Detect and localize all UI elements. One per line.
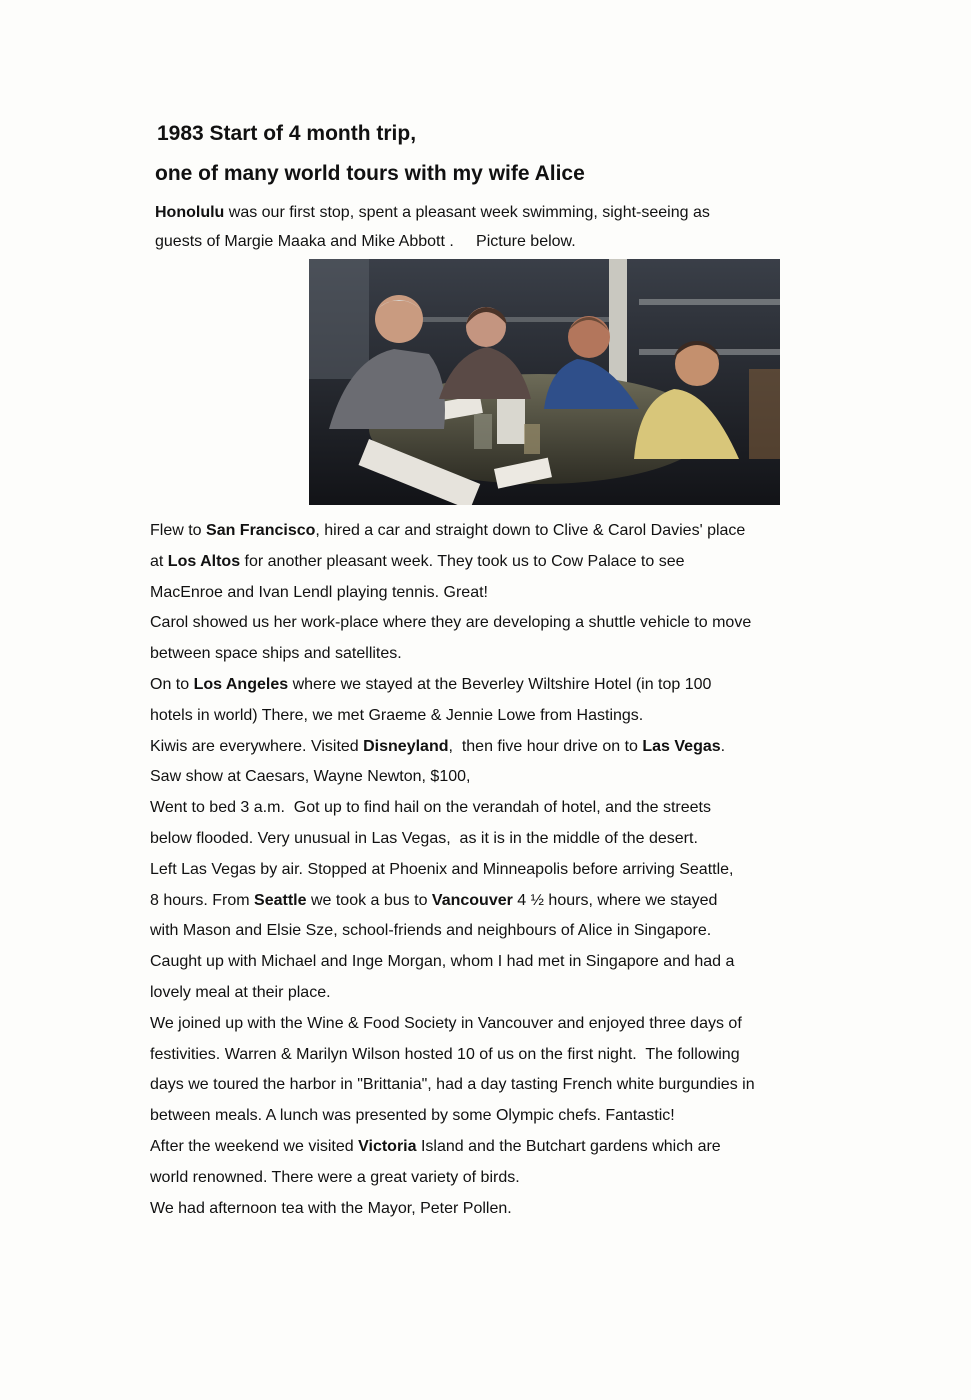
- place-victoria: Victoria: [358, 1137, 417, 1155]
- text-line: Carol showed us her work-place where they are developing a shuttle vehicle to move: [150, 614, 752, 632]
- text-line: lovely meal at their place.: [150, 983, 331, 1001]
- place-san-francisco: San Francisco: [206, 522, 316, 539]
- text-line: hotels in world) There, we met Graeme & Jennie Lowe from Hastings.: [150, 706, 644, 724]
- intro-paragraph: [155, 198, 855, 256]
- title-line-2: one of many world tours with my wife Alice: [155, 162, 585, 185]
- intro-line-1: Honolulu was our first stop, spent a pleasant week swimming, sight-seeing as: [155, 204, 710, 221]
- text-line: We joined up with the Wine & Food Society in Vancouver and enjoyed three days of: [150, 1014, 742, 1032]
- text-line: Saw show at Caesars, Wayne Newton, $100,: [150, 768, 471, 786]
- text-line: below flooded. Very unusual in Las Vegas, as it is in the middle of the desert.: [150, 829, 698, 847]
- text-line: On to Los Angeles where we stayed at the Beverley Wiltshire Hotel (in top 100: [150, 675, 712, 693]
- text-line: After the weekend we visited Victoria Island and the Butchart gardens which are: [150, 1137, 721, 1155]
- place-los-altos: Los Altos: [167, 552, 241, 570]
- text-line: at Los Altos for another pleasant week. They took us to Cow Palace to see: [150, 552, 685, 570]
- text-line: between space ships and satellites.: [150, 645, 402, 663]
- title-line-1: 1983 Start of 4 month trip,: [157, 122, 417, 145]
- text-line: between meals. A lunch was presented by some Olympic chefs. Fantastic!: [150, 1107, 675, 1125]
- intro-line-2: guests of Margie Maaka and Mike Abbott . Picture below.: [155, 233, 576, 250]
- text-line: Flew to San Francisco, hired a car and straight down to Clive & Carol Davies' place: [150, 522, 746, 539]
- text-line: 8 hours. From Seattle we took a bus to Vancouver 4 ½ hours, where we stayed: [150, 891, 718, 909]
- text-line: with Mason and Elsie Sze, school-friends and neighbours of Alice in Singapore.: [150, 922, 712, 940]
- text-line: We had afternoon tea with the Mayor, Peter Pollen.: [150, 1199, 512, 1217]
- story-paragraph: [150, 516, 870, 1224]
- text-line: festivities. Warren & Marilyn Wilson hosted 10 of us on the first night. The following: [150, 1045, 740, 1063]
- text-line: Caught up with Michael and Inge Morgan, whom I had met in Singapore and had a: [150, 953, 735, 971]
- text-line: Kiwis are everywhere. Visited Disneyland, then five hour drive on to Las Vegas.: [150, 737, 726, 755]
- text-line: world renowned. There were a great variety of birds.: [150, 1168, 520, 1186]
- place-seattle: Seattle: [254, 891, 307, 909]
- group-photo: [309, 259, 780, 505]
- text-line: MacEnroe and Ivan Lendl playing tennis. Great!: [150, 583, 488, 601]
- text-line: Went to bed 3 a.m. Got up to find hail on the verandah of hotel, and the streets: [150, 799, 711, 817]
- text-line: days we toured the harbor in "Brittania", had a day tasting French white burgundies in: [150, 1076, 755, 1094]
- text-line: Left Las Vegas by air. Stopped at Phoenix and Minneapolis before arriving Seattle,: [150, 860, 734, 878]
- place-honolulu: Honolulu: [155, 204, 225, 221]
- place-las-vegas: Las Vegas: [642, 737, 721, 755]
- place-disneyland: Disneyland: [363, 737, 449, 755]
- place-vancouver: Vancouver: [431, 891, 513, 909]
- place-los-angeles: Los Angeles: [193, 675, 289, 693]
